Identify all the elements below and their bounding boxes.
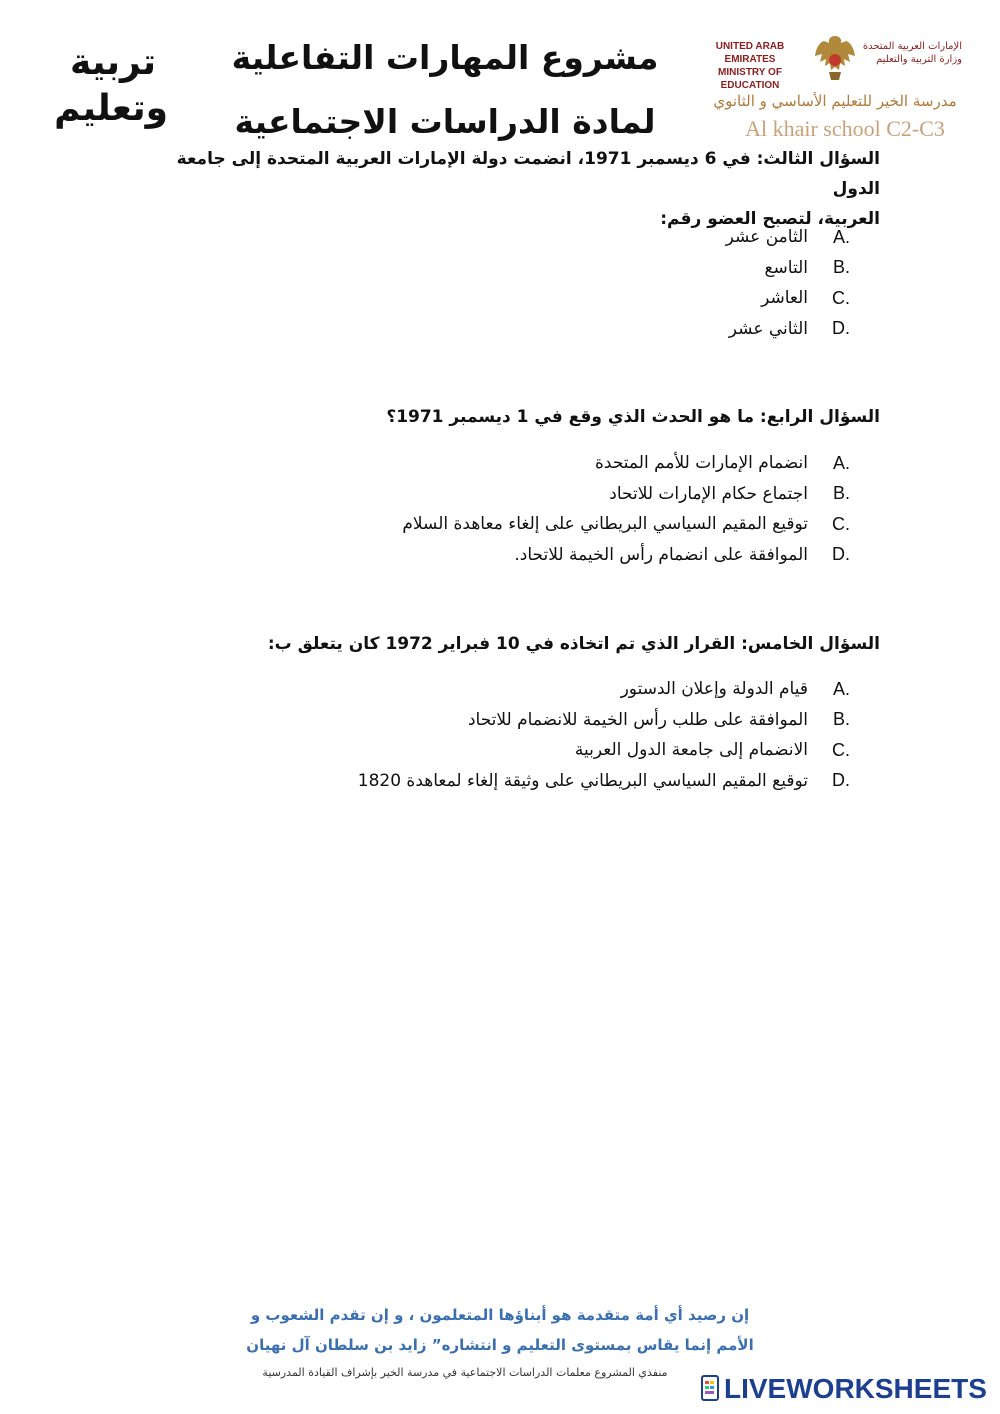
option-d[interactable] xyxy=(290,766,850,797)
option-letter: A. xyxy=(832,452,850,473)
option-letter: B. xyxy=(832,709,850,730)
option-d[interactable] xyxy=(290,540,850,571)
uae-emblem-icon xyxy=(812,32,858,84)
option-text: انضمام الإمارات للأمم المتحدة xyxy=(595,453,808,474)
option-text: الموافقة على انضمام رأس الخيمة للاتحاد. xyxy=(514,544,808,565)
option-letter: A. xyxy=(832,678,850,699)
ministry-en-line-1: UNITED ARAB EMIRATES xyxy=(715,41,785,65)
footer-quote-line-2: الأمم إنما يقاس بمستوى التعليم و انتشاره” زايد بن سلطان آل نهيان xyxy=(246,1336,754,1354)
option-c[interactable] xyxy=(290,509,850,540)
school-name-english: Al khair school C2-C3 xyxy=(745,116,945,141)
option-text: التاسع xyxy=(764,257,808,278)
liveworksheets-logo[interactable] xyxy=(700,1372,987,1406)
question-4-line-1: السؤال الرابع: ما هو الحدث الذي وقع في 1 ديسمبر 1971؟ xyxy=(386,407,880,427)
page-title-line-2: لمادة الدراسات الاجتماعية xyxy=(234,102,656,141)
question-3-line-1: السؤال الثالث: في 6 ديسمبر 1971، انضمت دولة الإمارات العربية المتحدة إلى جامعة الدول xyxy=(176,149,880,199)
tarbiya-logo xyxy=(54,40,168,132)
option-letter: C. xyxy=(832,287,850,308)
school-name-arabic: مدرسة الخير للتعليم الأساسي و الثانوي xyxy=(713,92,957,110)
option-b[interactable] xyxy=(450,253,850,284)
ministry-name-arabic xyxy=(862,40,962,66)
footer-quote-line-1: إن رصيد أي أمة متقدمة هو أبناؤها المتعلمون ، و إن تقدم الشعوب و xyxy=(250,1306,750,1324)
option-letter: B. xyxy=(832,483,850,504)
option-text: توقيع المقيم السياسي البريطاني على إلغاء معاهدة السلام xyxy=(402,514,808,535)
page-title-line-1: مشروع المهارات التفاعلية xyxy=(231,38,659,77)
logo-line-1: تربية xyxy=(70,42,156,83)
option-a[interactable] xyxy=(290,674,850,705)
option-letter: D. xyxy=(832,770,850,791)
ministry-ar-line-1: الإمارات العربية المتحدة xyxy=(862,41,962,52)
option-letter: B. xyxy=(832,257,850,278)
option-letter: C. xyxy=(832,739,850,760)
question-3-line-2: العربية، لتصبح العضو رقم: xyxy=(660,209,880,229)
option-c[interactable] xyxy=(290,735,850,766)
option-text: الانضمام إلى جامعة الدول العربية xyxy=(574,740,808,761)
question-5 xyxy=(240,629,880,659)
ministry-ar-line-2: وزارة التربية والتعليم xyxy=(876,54,962,65)
question-3-options xyxy=(450,222,850,344)
option-letter: A. xyxy=(832,226,850,247)
option-a[interactable] xyxy=(450,222,850,253)
option-text: اجتماع حكام الإمارات للاتحاد xyxy=(609,483,808,504)
option-text: الثاني عشر xyxy=(728,318,808,339)
question-5-line-1: السؤال الخامس: القرار الذي تم اتخاذه في 10 فبراير 1972 كان يتعلق ب: xyxy=(267,634,880,654)
option-a[interactable] xyxy=(290,448,850,479)
ministry-en-line-2: MINISTRY OF EDUCATION xyxy=(718,67,782,91)
ministry-name-english xyxy=(690,40,810,92)
option-c[interactable] xyxy=(450,283,850,314)
option-text: توقيع المقيم السياسي البريطاني على وثيقة إلغاء لمعاهدة 1820 xyxy=(357,770,808,791)
option-text: العاشر xyxy=(761,288,808,309)
question-5-options xyxy=(290,674,850,796)
option-b[interactable] xyxy=(290,479,850,510)
question-3 xyxy=(140,144,880,234)
question-4 xyxy=(280,402,880,432)
liveworksheets-wordmark: LIVEWORKSHEETS xyxy=(724,1373,987,1404)
footer-credit: منفذي المشروع معلمات الدراسات الاجتماعية في مدرسة الخير بإشراف القيادة المدرسية xyxy=(262,1366,668,1379)
option-text: قيام الدولة وإعلان الدستور xyxy=(620,679,808,700)
option-letter: D. xyxy=(832,318,850,339)
logo-line-2: وتعليم xyxy=(54,88,168,129)
question-4-options xyxy=(290,448,850,570)
option-text: الثامن عشر xyxy=(725,227,808,248)
option-d[interactable] xyxy=(450,314,850,345)
option-b[interactable] xyxy=(290,705,850,736)
option-text: الموافقة على طلب رأس الخيمة للانضمام للاتحاد xyxy=(467,709,808,730)
option-letter: C. xyxy=(832,513,850,534)
liveworksheets-icon xyxy=(700,1374,722,1404)
option-letter: D. xyxy=(832,544,850,565)
